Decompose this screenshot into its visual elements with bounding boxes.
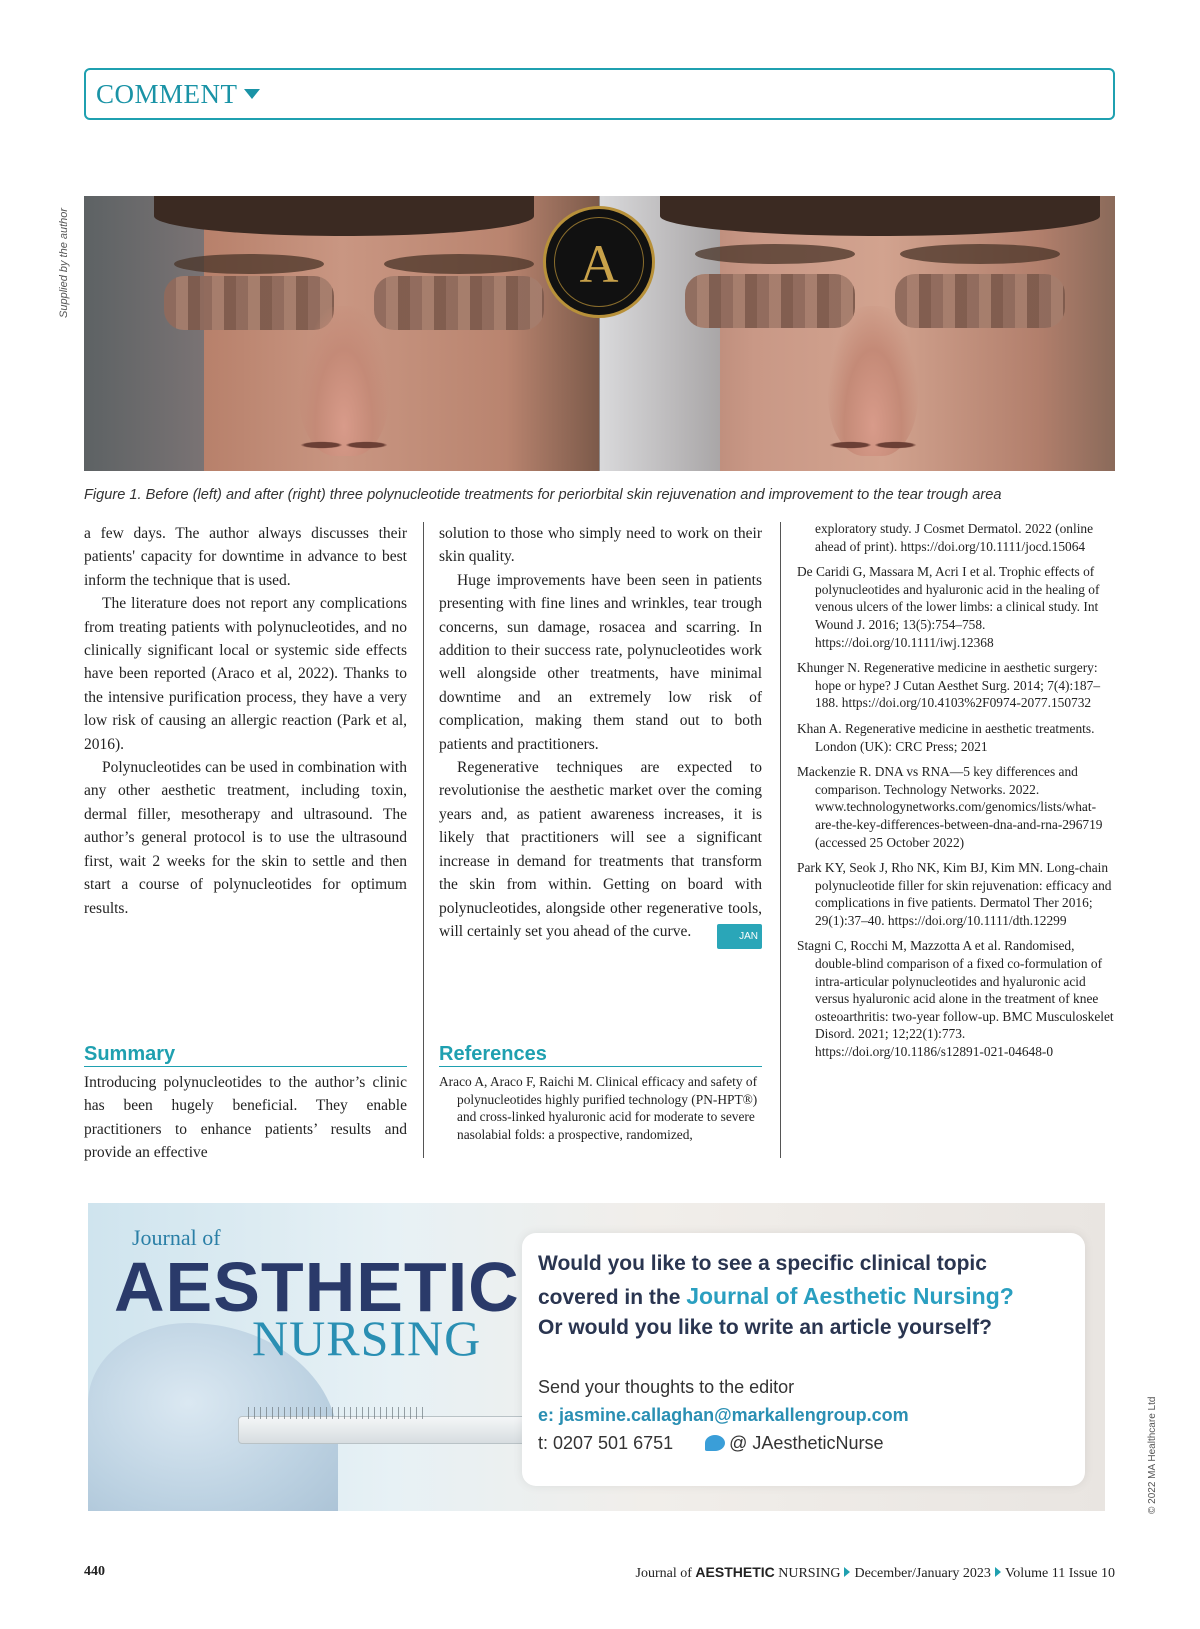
- editor-email-line: e: jasmine.callaghan@markallengroup.com: [538, 1405, 909, 1425]
- twitter-handle-link[interactable]: @ JAestheticNurse: [729, 1433, 884, 1453]
- clinic-logo: [543, 206, 655, 318]
- footer-volume: Volume 11 Issue 10: [1004, 1566, 1115, 1581]
- paragraph: Regenerative techniques are expected to revolutionise the aesthetic market over the coming years and, as patient awareness increases, it is likely that practitioners will see a significant increase in demand for treatments that transform the skin from within. Getting on board with polynucleotides, alongside other regenerative tools, will certainly set you ahead of the curve. JAN: [439, 756, 762, 943]
- reference-item: Park KY, Seok J, Rho NK, Kim BJ, Kim MN. Long-chain polynucleotide filler for skin rejuvenation: efficacy and complications in five patients. Dermatol Ther 2016; 29(1):37–40. https://doi.org/10.1111/dth.12299: [797, 860, 1112, 928]
- page-number: 440: [84, 1564, 105, 1579]
- summary-heading: Summary: [84, 1042, 407, 1067]
- summary-text: [84, 1071, 407, 1165]
- paragraph: solution to those who simply need to work on their skin quality.: [439, 525, 762, 566]
- before-after-photo: [84, 196, 1115, 471]
- journal-advert-banner: [88, 1203, 1105, 1511]
- footer-nursing: NURSING: [774, 1566, 841, 1581]
- before-face: [84, 196, 599, 471]
- contact-line: [538, 1433, 883, 1454]
- running-footer: [636, 1564, 1115, 1582]
- phone-number: t: 0207 501 6751: [538, 1433, 674, 1453]
- figure-caption: Figure 1. Before (left) and after (right) three polynucleotide treatments for periorbital skin rejuvenation and improvement to the tear trough area: [84, 487, 1002, 503]
- section-label: COMMENT: [96, 79, 260, 110]
- copyright-notice: © 2022 MA Healthcare Ltd: [1147, 1396, 1158, 1514]
- nostrils: [299, 434, 389, 456]
- reference-item: Araco A, Araco F, Raichi M. Clinical efficacy and safety of polynucleotides highly purified technology (PN-HPT®) and cross-linked hyaluronic acid for moderate to severe nasolabial folds: a prospective, randomized,: [439, 1074, 758, 1142]
- question-line: covered in the Journal of Aesthetic Nursing?: [538, 1283, 1014, 1309]
- footer-aesthetic: AESTHETIC: [695, 1564, 775, 1580]
- eyebrow: [384, 254, 534, 274]
- blurred-eye: [164, 276, 334, 330]
- topic-question: [538, 1248, 1014, 1314]
- references-heading: References: [439, 1042, 762, 1067]
- references-list-2: [797, 520, 1115, 1069]
- syringe-image: [238, 1416, 540, 1444]
- reference-item: Khunger N. Regenerative medicine in aesthetic surgery: hope or hype? J Cutan Aesthet Surg. 2014; 7(4):187–188. https://doi.org/10.4103%2F0974-2077.150732: [797, 660, 1101, 711]
- editor-email-link[interactable]: jasmine.callaghan@markallengroup.com: [559, 1405, 909, 1425]
- paragraph: a few days. The author always discusses their patients' capacity for downtime in advance to best inform the technique that is used.: [84, 525, 407, 589]
- syringe-scale: [248, 1407, 428, 1419]
- brand-nursing: NURSING: [252, 1310, 482, 1366]
- column-divider: [423, 522, 424, 1158]
- triangle-down-icon: [244, 89, 260, 99]
- eyebrow: [695, 244, 855, 264]
- eyebrow: [174, 254, 324, 274]
- question-line: Would you like to see a specific clinical topic: [538, 1252, 987, 1275]
- write-article-question: Or would you like to write an article yourself?: [538, 1316, 992, 1339]
- eyebrow: [900, 244, 1060, 264]
- hair: [660, 196, 1100, 236]
- logo-letter: A: [579, 234, 619, 294]
- body-column-2: [439, 522, 762, 949]
- photo-background: [84, 196, 204, 471]
- image-credit: Supplied by the author: [58, 207, 70, 318]
- journal-name: Journal of Aesthetic Nursing?: [686, 1283, 1014, 1309]
- paragraph: Polynucleotides can be used in combination with any other aesthetic treatment, including toxin, dermal filler, mesotherapy and ultrasound. The author’s general protocol is to use the ultrasound first, wait 2 weeks for the skin to settle and then start a course of polynucleotides for optimum results.: [84, 759, 407, 917]
- reference-item: Khan A. Regenerative medicine in aesthetic treatments. London (UK): CRC Press; 2021: [797, 720, 1095, 754]
- reference-item: Stagni C, Rocchi M, Mazzotta A et al. Randomised, double-blind comparison of a fixed co-formulation of intra-articular polynucleotides and hyaluronic acid versus hyaluronic acid alone in the treatment of knee osteoarthritis: two-year follow-up. BMC Musculoskelet Disord. 2021; 12;22(1):773. https://doi.org/10.1186/s12891-021-04648-0: [797, 938, 1114, 1060]
- reference-continuation: exploratory study. J Cosmet Dermatol. 2022 (online ahead of print). https://doi.org/10.1111/jocd.15064: [815, 521, 1094, 554]
- paragraph: Huge improvements have been seen in patients presenting with fine lines and wrinkles, tear trough concerns, sun damage, rosacea and scarring. In addition to their success rate, polynucleotides work well alongside other treatments, have minimal downtime and an extremely low risk of complication, making them stand out to both patients and practitioners.: [439, 571, 762, 753]
- triangle-right-icon: [995, 1567, 1001, 1577]
- blurred-eye: [374, 276, 544, 330]
- blurred-eye: [685, 274, 855, 328]
- references-list-1: [439, 1073, 762, 1151]
- nostrils: [828, 434, 918, 456]
- paragraph: The literature does not report any complications from treating patients with polynucleotides, and no clinically significant local or systemic side effects have been reported (Araco et al, 2022). Thanks to the intensive purification process, they have a very low risk of causing an allergic reaction (Park et al, 2016).: [84, 595, 407, 753]
- reference-item: De Caridi G, Massara M, Acri I et al. Trophic effects of polynucleotides and hyaluronic acid in the healing of venous ulcers of the lower limbs: a clinical study. Int Wound J. 2016; 13(5):754–758. https://doi.org/10.1111/iwj.12368: [797, 564, 1100, 650]
- send-thoughts-text: Send your thoughts to the editor: [538, 1377, 795, 1397]
- after-face: [600, 196, 1115, 471]
- twitter-icon: [705, 1435, 725, 1451]
- reference-item: Mackenzie R. DNA vs RNA—5 key differences and comparison. Technology Networks. 2022. www.technologynetworks.com/genomics/lists/what-are-the-key-differences-between-dna-and-rna-296719 (accessed 25 October 2022): [797, 764, 1103, 850]
- end-of-article-badge: JAN: [717, 924, 762, 949]
- blurred-eye: [895, 274, 1065, 328]
- footer-date: December/January 2023: [854, 1566, 991, 1581]
- paragraph: Introducing polynucleotides to the author’s clinic has been hugely beneficial. They enable practitioners to enhance patients’ results and provide an effective: [84, 1074, 407, 1162]
- triangle-right-icon: [844, 1567, 850, 1577]
- column-divider: [780, 522, 781, 1158]
- section-header: [84, 68, 1115, 120]
- call-for-content-card: [522, 1233, 1085, 1486]
- footer-journal-of: Journal of: [635, 1566, 696, 1581]
- body-column-1: [84, 522, 407, 920]
- hair: [154, 196, 534, 236]
- brand-aesthetic: AESTHETIC: [114, 1248, 520, 1326]
- brand-journal-of: Journal of: [132, 1225, 221, 1250]
